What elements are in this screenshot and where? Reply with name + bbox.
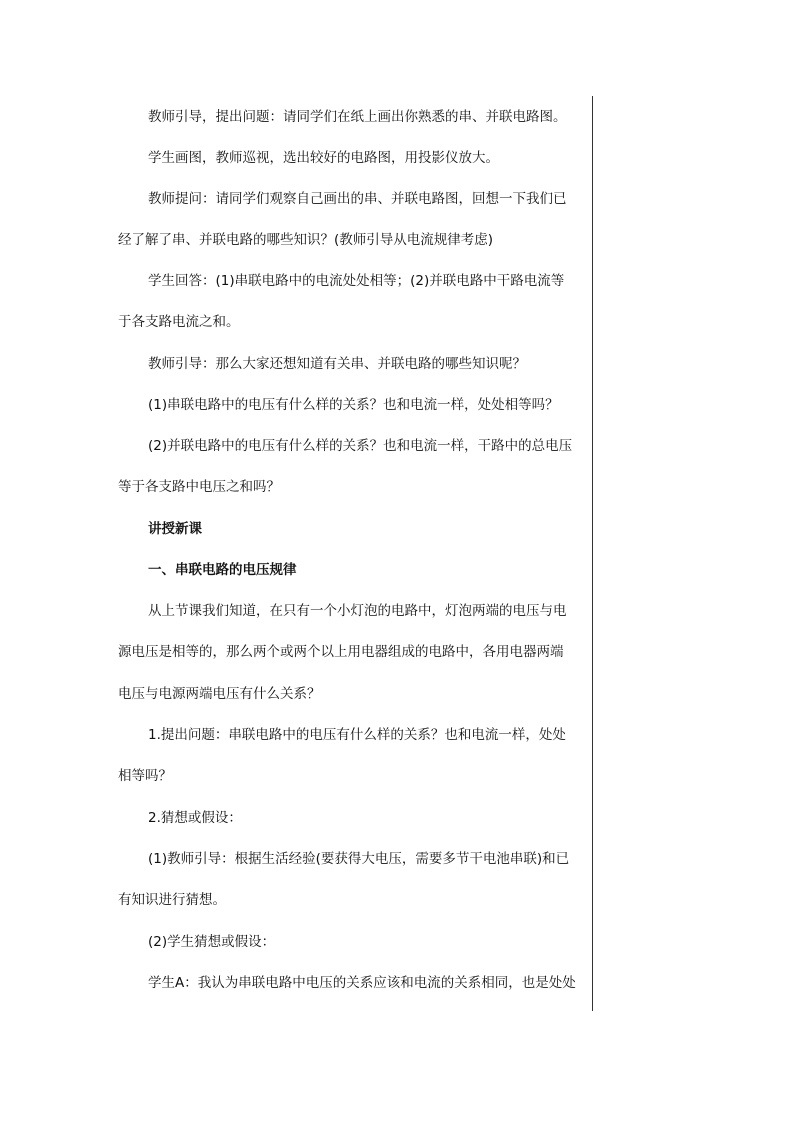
paragraph-line: (2)学生猜想或假设：	[148, 934, 276, 950]
paragraph-line: 电压与电源两端电压有什么关系？	[118, 686, 321, 702]
paragraph-line: 于各支路电流之和。	[118, 314, 240, 330]
paragraph-line: 教师引导：那么大家还想知道有关串、并联电路的哪些知识呢？	[148, 356, 526, 372]
paragraph-line: 经了解了串、并联电路的哪些知识？(教师引导从电流规律考虑)	[118, 232, 494, 248]
paragraph-line: 学生画图，教师巡视，选出较好的电路图，用投影仪放大。	[148, 150, 499, 166]
paragraph-line: 相等吗？	[118, 768, 172, 784]
paragraph-line: 2.猜想或假设：	[148, 810, 242, 826]
paragraph-line: 有知识进行猜想。	[118, 892, 226, 908]
paragraph-line: 1.提出问题：串联电路中的电压有什么样的关系？也和电流一样，处处	[148, 727, 566, 743]
paragraph-line: 教师引导，提出问题：请同学们在纸上画出你熟悉的串、并联电路图。	[148, 109, 567, 125]
paragraph-line: 从上节课我们知道，在只有一个小灯泡的电路中，灯泡两端的电压与电	[148, 603, 567, 619]
paragraph-line: (2)并联电路中的电压有什么样的关系？也和电流一样，干路中的总电压	[148, 438, 573, 454]
paragraph-line: (1)串联电路中的电压有什么样的关系？也和电流一样，处处相等吗？	[148, 397, 559, 413]
section-heading: 讲授新课	[148, 521, 202, 537]
paragraph-line: 等于各支路中电压之和吗？	[118, 479, 280, 495]
paragraph-line: (1)教师引导：根据生活经验(要获得大电压，需要多节干电池串联)和已	[148, 851, 570, 867]
paragraph-line: 学生回答：(1)串联电路中的电流处处相等；(2)并联电路中干路电流等	[148, 273, 565, 289]
paragraph-line: 教师提问：请同学们观察自己画出的串、并联电路图，回想一下我们已	[148, 191, 567, 207]
page-margin-line	[592, 96, 593, 1011]
paragraph-line: 学生A：我认为串联电路中电压的关系应该和电流的关系相同，也是处处	[148, 975, 576, 991]
section-subheading: 一、串联电路的电压规律	[148, 562, 297, 578]
paragraph-line: 源电压是相等的，那么两个或两个以上用电器组成的电路中，各用电器两端	[118, 644, 564, 660]
